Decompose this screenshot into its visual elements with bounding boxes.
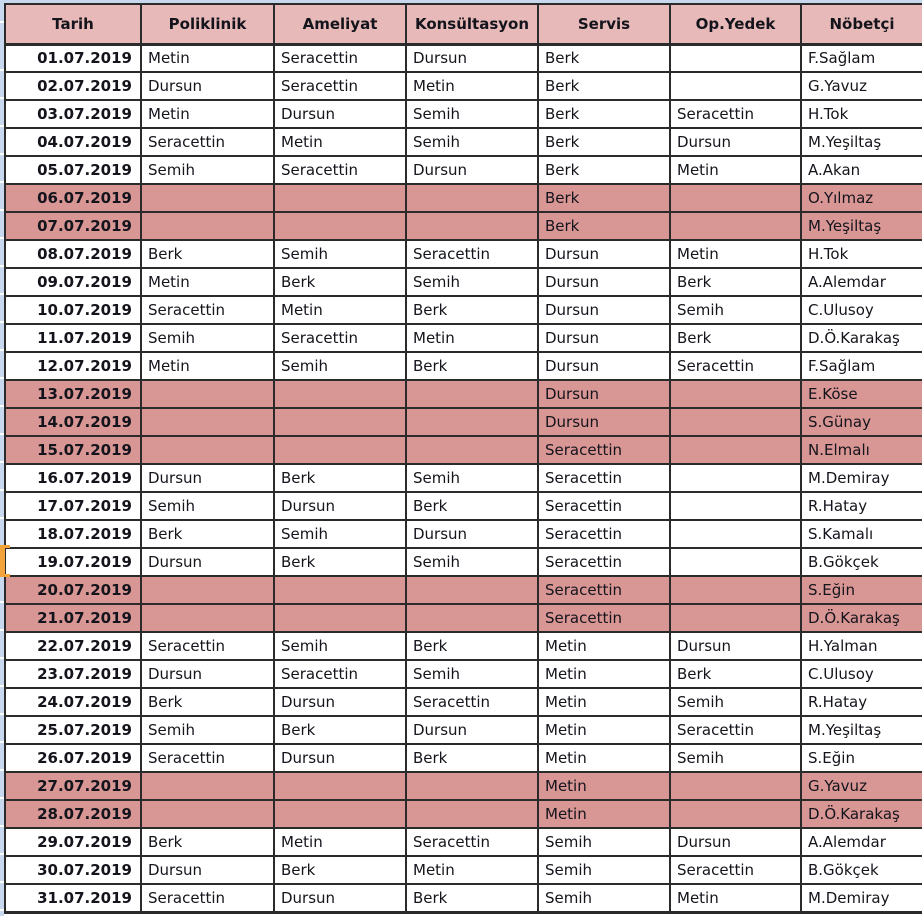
cell-tarih[interactable]: 18.07.2019 xyxy=(5,520,141,548)
cell-tarih[interactable]: 30.07.2019 xyxy=(5,856,141,884)
cell-ameliyat[interactable] xyxy=(274,436,406,464)
cell-konsultasyon[interactable]: Semih xyxy=(406,548,538,576)
cell-opyedek[interactable]: Metin xyxy=(670,240,801,268)
cell-opyedek[interactable]: Semih xyxy=(670,296,801,324)
cell-ameliyat[interactable]: Berk xyxy=(274,856,406,884)
cell-nobetci[interactable]: C.Ulusoy xyxy=(801,660,922,688)
cell-opyedek[interactable] xyxy=(670,548,801,576)
cell-opyedek[interactable] xyxy=(670,464,801,492)
cell-tarih[interactable]: 27.07.2019 xyxy=(5,772,141,800)
cell-nobetci[interactable]: F.Sağlam xyxy=(801,352,922,380)
cell-nobetci[interactable]: S.Eğin xyxy=(801,576,922,604)
cell-ameliyat[interactable] xyxy=(274,800,406,828)
cell-poliklinik[interactable] xyxy=(141,800,274,828)
cell-poliklinik[interactable] xyxy=(141,212,274,240)
cell-poliklinik[interactable]: Metin xyxy=(141,268,274,296)
table-row xyxy=(5,128,922,156)
cell-poliklinik[interactable]: Seracettin xyxy=(141,744,274,772)
cell-poliklinik[interactable]: Semih xyxy=(141,492,274,520)
cell-opyedek[interactable]: Semih xyxy=(670,688,801,716)
table-row xyxy=(5,688,922,716)
cell-ameliyat[interactable]: Dursun xyxy=(274,492,406,520)
table-row xyxy=(5,44,922,72)
cell-poliklinik[interactable] xyxy=(141,772,274,800)
cell-servis[interactable]: Metin xyxy=(538,800,670,828)
cell-poliklinik[interactable]: Dursun xyxy=(141,464,274,492)
cell-konsultasyon[interactable]: Semih xyxy=(406,464,538,492)
cell-servis[interactable]: Seracettin xyxy=(538,436,670,464)
cell-ameliyat[interactable] xyxy=(274,184,406,212)
cell-konsultasyon[interactable]: Berk xyxy=(406,296,538,324)
cell-opyedek[interactable]: Seracettin xyxy=(670,856,801,884)
cell-tarih[interactable]: 28.07.2019 xyxy=(5,800,141,828)
cell-konsultasyon[interactable]: Metin xyxy=(406,856,538,884)
column-header-poliklinik[interactable]: Poliklinik xyxy=(141,4,274,44)
cell-tarih[interactable]: 29.07.2019 xyxy=(5,828,141,856)
table-row xyxy=(5,744,922,772)
cell-opyedek[interactable]: Berk xyxy=(670,324,801,352)
cell-poliklinik[interactable]: Dursun xyxy=(141,660,274,688)
cell-servis[interactable]: Berk xyxy=(538,72,670,100)
cell-tarih[interactable]: 12.07.2019 xyxy=(5,352,141,380)
cell-konsultasyon[interactable]: Semih xyxy=(406,268,538,296)
cell-tarih[interactable]: 15.07.2019 xyxy=(5,436,141,464)
table-row xyxy=(5,268,922,296)
cell-poliklinik[interactable] xyxy=(141,576,274,604)
cell-ameliyat[interactable]: Metin xyxy=(274,128,406,156)
cell-poliklinik[interactable]: Seracettin xyxy=(141,632,274,660)
cell-nobetci[interactable]: N.Elmalı xyxy=(801,436,922,464)
cell-konsultasyon[interactable]: Semih xyxy=(406,100,538,128)
cell-tarih[interactable]: 20.07.2019 xyxy=(5,576,141,604)
cell-nobetci[interactable]: H.Tok xyxy=(801,100,922,128)
cell-poliklinik[interactable]: Metin xyxy=(141,352,274,380)
cell-konsultasyon[interactable]: Berk xyxy=(406,492,538,520)
table-row xyxy=(5,464,922,492)
cell-nobetci[interactable]: C.Ulusoy xyxy=(801,296,922,324)
cell-konsultasyon[interactable] xyxy=(406,408,538,436)
cell-konsultasyon[interactable] xyxy=(406,576,538,604)
cell-ameliyat[interactable]: Semih xyxy=(274,240,406,268)
column-header-tarih[interactable]: Tarih xyxy=(5,4,141,44)
cell-opyedek[interactable] xyxy=(670,408,801,436)
cell-poliklinik[interactable]: Metin xyxy=(141,100,274,128)
cell-tarih[interactable]: 01.07.2019 xyxy=(5,44,141,72)
duty-schedule-table xyxy=(4,3,922,914)
table-row xyxy=(5,408,922,436)
cell-poliklinik[interactable]: Berk xyxy=(141,240,274,268)
cell-poliklinik[interactable]: Semih xyxy=(141,156,274,184)
cell-nobetci[interactable]: R.Hatay xyxy=(801,492,922,520)
cell-nobetci[interactable]: S.Eğin xyxy=(801,744,922,772)
cell-tarih[interactable]: 11.07.2019 xyxy=(5,324,141,352)
cell-nobetci[interactable]: M.Demiray xyxy=(801,884,922,912)
cell-poliklinik[interactable]: Dursun xyxy=(141,856,274,884)
table-row xyxy=(5,380,922,408)
cell-poliklinik[interactable]: Berk xyxy=(141,688,274,716)
cell-servis[interactable]: Seracettin xyxy=(538,520,670,548)
cell-konsultasyon[interactable]: Berk xyxy=(406,744,538,772)
table-row xyxy=(5,548,922,576)
cell-opyedek[interactable]: Metin xyxy=(670,156,801,184)
table-row xyxy=(5,184,922,212)
cell-ameliyat[interactable]: Dursun xyxy=(274,100,406,128)
selected-row-marker xyxy=(0,545,5,577)
cell-tarih[interactable]: 02.07.2019 xyxy=(5,72,141,100)
table-row xyxy=(5,856,922,884)
cell-konsultasyon[interactable] xyxy=(406,184,538,212)
cell-poliklinik[interactable]: Seracettin xyxy=(141,128,274,156)
cell-ameliyat[interactable] xyxy=(274,576,406,604)
cell-opyedek[interactable]: Seracettin xyxy=(670,100,801,128)
cell-konsultasyon[interactable]: Berk xyxy=(406,632,538,660)
cell-ameliyat[interactable] xyxy=(274,772,406,800)
cell-ameliyat[interactable]: Dursun xyxy=(274,744,406,772)
cell-nobetci[interactable]: D.Ö.Karakaş xyxy=(801,604,922,632)
cell-servis[interactable]: Seracettin xyxy=(538,576,670,604)
cell-tarih[interactable]: 06.07.2019 xyxy=(5,184,141,212)
cell-servis[interactable]: Berk xyxy=(538,156,670,184)
cell-poliklinik[interactable]: Seracettin xyxy=(141,884,274,912)
cell-nobetci[interactable]: R.Hatay xyxy=(801,688,922,716)
table-row xyxy=(5,884,922,912)
cell-ameliyat[interactable]: Seracettin xyxy=(274,44,406,72)
table-row xyxy=(5,716,922,744)
column-header-konsultasyon[interactable]: Konsültasyon xyxy=(406,4,538,44)
cell-servis[interactable]: Dursun xyxy=(538,408,670,436)
cell-ameliyat[interactable]: Semih xyxy=(274,632,406,660)
cell-opyedek[interactable]: Berk xyxy=(670,660,801,688)
table-row xyxy=(5,604,922,632)
cell-nobetci[interactable]: M.Yeşiltaş xyxy=(801,128,922,156)
table-row xyxy=(5,576,922,604)
table-row xyxy=(5,436,922,464)
cell-nobetci[interactable]: A.Alemdar xyxy=(801,828,922,856)
cell-ameliyat[interactable]: Berk xyxy=(274,716,406,744)
cell-opyedek[interactable]: Berk xyxy=(670,268,801,296)
cell-opyedek[interactable] xyxy=(670,436,801,464)
cell-poliklinik[interactable]: Dursun xyxy=(141,72,274,100)
cell-tarih[interactable]: 13.07.2019 xyxy=(5,380,141,408)
cell-servis[interactable]: Berk xyxy=(538,212,670,240)
cell-poliklinik[interactable] xyxy=(141,380,274,408)
cell-tarih[interactable]: 31.07.2019 xyxy=(5,884,141,912)
cell-servis[interactable]: Dursun xyxy=(538,352,670,380)
cell-poliklinik[interactable] xyxy=(141,184,274,212)
cell-servis[interactable]: Seracettin xyxy=(538,464,670,492)
cell-tarih[interactable]: 03.07.2019 xyxy=(5,100,141,128)
cell-nobetci[interactable]: M.Demiray xyxy=(801,464,922,492)
cell-konsultasyon[interactable]: Seracettin xyxy=(406,688,538,716)
cell-nobetci[interactable]: H.Tok xyxy=(801,240,922,268)
cell-tarih[interactable]: 21.07.2019 xyxy=(5,604,141,632)
cell-opyedek[interactable] xyxy=(670,212,801,240)
cell-opyedek[interactable] xyxy=(670,772,801,800)
cell-nobetci[interactable]: S.Kamalı xyxy=(801,520,922,548)
cell-poliklinik[interactable]: Seracettin xyxy=(141,296,274,324)
cell-nobetci[interactable]: H.Yalman xyxy=(801,632,922,660)
cell-konsultasyon[interactable]: Dursun xyxy=(406,716,538,744)
cell-konsultasyon[interactable]: Metin xyxy=(406,324,538,352)
cell-ameliyat[interactable]: Dursun xyxy=(274,688,406,716)
cell-opyedek[interactable]: Dursun xyxy=(670,828,801,856)
cell-opyedek[interactable]: Semih xyxy=(670,744,801,772)
table-row xyxy=(5,240,922,268)
cell-tarih[interactable]: 26.07.2019 xyxy=(5,744,141,772)
cell-ameliyat[interactable]: Metin xyxy=(274,296,406,324)
cell-konsultasyon[interactable]: Dursun xyxy=(406,520,538,548)
cell-tarih[interactable]: 10.07.2019 xyxy=(5,296,141,324)
cell-konsultasyon[interactable] xyxy=(406,436,538,464)
cell-poliklinik[interactable]: Semih xyxy=(141,716,274,744)
cell-nobetci[interactable]: A.Alemdar xyxy=(801,268,922,296)
table-row xyxy=(5,520,922,548)
column-header-ameliyat[interactable]: Ameliyat xyxy=(274,4,406,44)
cell-ameliyat[interactable]: Seracettin xyxy=(274,324,406,352)
cell-servis[interactable]: Dursun xyxy=(538,380,670,408)
cell-ameliyat[interactable]: Dursun xyxy=(274,884,406,912)
cell-poliklinik[interactable]: Metin xyxy=(141,44,274,72)
cell-nobetci[interactable]: A.Akan xyxy=(801,156,922,184)
cell-nobetci[interactable]: F.Sağlam xyxy=(801,44,922,72)
cell-nobetci[interactable]: O.Yılmaz xyxy=(801,184,922,212)
cell-servis[interactable]: Metin xyxy=(538,688,670,716)
cell-tarih[interactable]: 08.07.2019 xyxy=(5,240,141,268)
cell-servis[interactable]: Semih xyxy=(538,828,670,856)
cell-konsultasyon[interactable] xyxy=(406,604,538,632)
cell-ameliyat[interactable] xyxy=(274,380,406,408)
cell-opyedek[interactable] xyxy=(670,800,801,828)
cell-ameliyat[interactable]: Seracettin xyxy=(274,72,406,100)
cell-ameliyat[interactable]: Berk xyxy=(274,268,406,296)
cell-servis[interactable]: Metin xyxy=(538,660,670,688)
table-row xyxy=(5,492,922,520)
cell-servis[interactable]: Metin xyxy=(538,744,670,772)
table-row xyxy=(5,72,922,100)
cell-servis[interactable]: Dursun xyxy=(538,296,670,324)
table-row xyxy=(5,100,922,128)
cell-konsultasyon[interactable]: Semih xyxy=(406,660,538,688)
cell-servis[interactable]: Metin xyxy=(538,716,670,744)
cell-nobetci[interactable]: D.Ö.Karakaş xyxy=(801,800,922,828)
cell-opyedek[interactable] xyxy=(670,380,801,408)
cell-nobetci[interactable]: D.Ö.Karakaş xyxy=(801,324,922,352)
table-row xyxy=(5,324,922,352)
cell-konsultasyon[interactable]: Metin xyxy=(406,72,538,100)
cell-servis[interactable]: Seracettin xyxy=(538,492,670,520)
cell-tarih[interactable]: 05.07.2019 xyxy=(5,156,141,184)
table-row xyxy=(5,156,922,184)
cell-servis[interactable]: Seracettin xyxy=(538,604,670,632)
cell-tarih[interactable]: 23.07.2019 xyxy=(5,660,141,688)
cell-tarih[interactable]: 09.07.2019 xyxy=(5,268,141,296)
cell-konsultasyon[interactable]: Berk xyxy=(406,884,538,912)
table-header xyxy=(5,4,922,44)
cell-servis[interactable]: Semih xyxy=(538,884,670,912)
cell-servis[interactable]: Seracettin xyxy=(538,548,670,576)
cell-konsultasyon[interactable]: Semih xyxy=(406,128,538,156)
cell-tarih[interactable]: 16.07.2019 xyxy=(5,464,141,492)
cell-opyedek[interactable]: Seracettin xyxy=(670,716,801,744)
cell-poliklinik[interactable]: Semih xyxy=(141,324,274,352)
cell-poliklinik[interactable] xyxy=(141,408,274,436)
cell-servis[interactable]: Semih xyxy=(538,856,670,884)
cell-nobetci[interactable]: G.Yavuz xyxy=(801,72,922,100)
cell-nobetci[interactable]: B.Gökçek xyxy=(801,548,922,576)
cell-ameliyat[interactable]: Semih xyxy=(274,520,406,548)
cell-ameliyat[interactable]: Berk xyxy=(274,464,406,492)
cell-nobetci[interactable]: M.Yeşiltaş xyxy=(801,212,922,240)
cell-konsultasyon[interactable] xyxy=(406,380,538,408)
cell-opyedek[interactable] xyxy=(670,520,801,548)
table-row xyxy=(5,828,922,856)
cell-konsultasyon[interactable]: Seracettin xyxy=(406,240,538,268)
cell-opyedek[interactable]: Dursun xyxy=(670,632,801,660)
cell-opyedek[interactable] xyxy=(670,184,801,212)
cell-servis[interactable]: Berk xyxy=(538,128,670,156)
cell-servis[interactable]: Berk xyxy=(538,44,670,72)
cell-poliklinik[interactable] xyxy=(141,604,274,632)
cell-tarih[interactable]: 04.07.2019 xyxy=(5,128,141,156)
table-row xyxy=(5,800,922,828)
table-body xyxy=(5,44,922,912)
cell-nobetci[interactable]: M.Yeşiltaş xyxy=(801,716,922,744)
cell-tarih[interactable]: 24.07.2019 xyxy=(5,688,141,716)
cell-poliklinik[interactable]: Berk xyxy=(141,828,274,856)
cell-nobetci[interactable]: S.Günay xyxy=(801,408,922,436)
cell-opyedek[interactable] xyxy=(670,576,801,604)
cell-konsultasyon[interactable] xyxy=(406,212,538,240)
table-row xyxy=(5,660,922,688)
cell-opyedek[interactable] xyxy=(670,72,801,100)
cell-ameliyat[interactable]: Seracettin xyxy=(274,156,406,184)
cell-servis[interactable]: Metin xyxy=(538,632,670,660)
cell-konsultasyon[interactable]: Berk xyxy=(406,352,538,380)
cell-opyedek[interactable] xyxy=(670,44,801,72)
cell-nobetci[interactable]: B.Gökçek xyxy=(801,856,922,884)
cell-poliklinik[interactable]: Dursun xyxy=(141,548,274,576)
cell-tarih[interactable]: 07.07.2019 xyxy=(5,212,141,240)
cell-servis[interactable]: Dursun xyxy=(538,240,670,268)
cell-servis[interactable]: Dursun xyxy=(538,324,670,352)
cell-tarih[interactable]: 22.07.2019 xyxy=(5,632,141,660)
cell-ameliyat[interactable] xyxy=(274,604,406,632)
cell-opyedek[interactable]: Dursun xyxy=(670,128,801,156)
table-row xyxy=(5,212,922,240)
cell-ameliyat[interactable] xyxy=(274,212,406,240)
cell-konsultasyon[interactable]: Dursun xyxy=(406,156,538,184)
cell-konsultasyon[interactable] xyxy=(406,800,538,828)
cell-konsultasyon[interactable] xyxy=(406,772,538,800)
cell-servis[interactable]: Metin xyxy=(538,772,670,800)
cell-ameliyat[interactable] xyxy=(274,408,406,436)
cell-opyedek[interactable] xyxy=(670,492,801,520)
cell-nobetci[interactable]: G.Yavuz xyxy=(801,772,922,800)
cell-poliklinik[interactable]: Berk xyxy=(141,520,274,548)
cell-ameliyat[interactable]: Berk xyxy=(274,548,406,576)
cell-opyedek[interactable]: Metin xyxy=(670,884,801,912)
cell-tarih[interactable]: 14.07.2019 xyxy=(5,408,141,436)
table-row xyxy=(5,296,922,324)
table-row xyxy=(5,772,922,800)
cell-tarih[interactable]: 19.07.2019 xyxy=(5,548,141,576)
column-header-servis[interactable]: Servis xyxy=(538,4,670,44)
cell-konsultasyon[interactable]: Seracettin xyxy=(406,828,538,856)
column-header-opyedek[interactable]: Op.Yedek xyxy=(670,4,801,44)
cell-konsultasyon[interactable]: Dursun xyxy=(406,44,538,72)
cell-nobetci[interactable]: E.Köse xyxy=(801,380,922,408)
cell-tarih[interactable]: 25.07.2019 xyxy=(5,716,141,744)
cell-ameliyat[interactable]: Semih xyxy=(274,352,406,380)
cell-tarih[interactable]: 17.07.2019 xyxy=(5,492,141,520)
cell-servis[interactable]: Dursun xyxy=(538,268,670,296)
table-row xyxy=(5,352,922,380)
table-row xyxy=(5,632,922,660)
column-header-nobetci[interactable]: Nöbetçi xyxy=(801,4,922,44)
cell-servis[interactable]: Berk xyxy=(538,184,670,212)
cell-ameliyat[interactable]: Metin xyxy=(274,828,406,856)
header-row xyxy=(5,4,922,44)
cell-ameliyat[interactable]: Seracettin xyxy=(274,660,406,688)
cell-servis[interactable]: Berk xyxy=(538,100,670,128)
cell-opyedek[interactable] xyxy=(670,604,801,632)
cell-poliklinik[interactable] xyxy=(141,436,274,464)
cell-opyedek[interactable]: Seracettin xyxy=(670,352,801,380)
